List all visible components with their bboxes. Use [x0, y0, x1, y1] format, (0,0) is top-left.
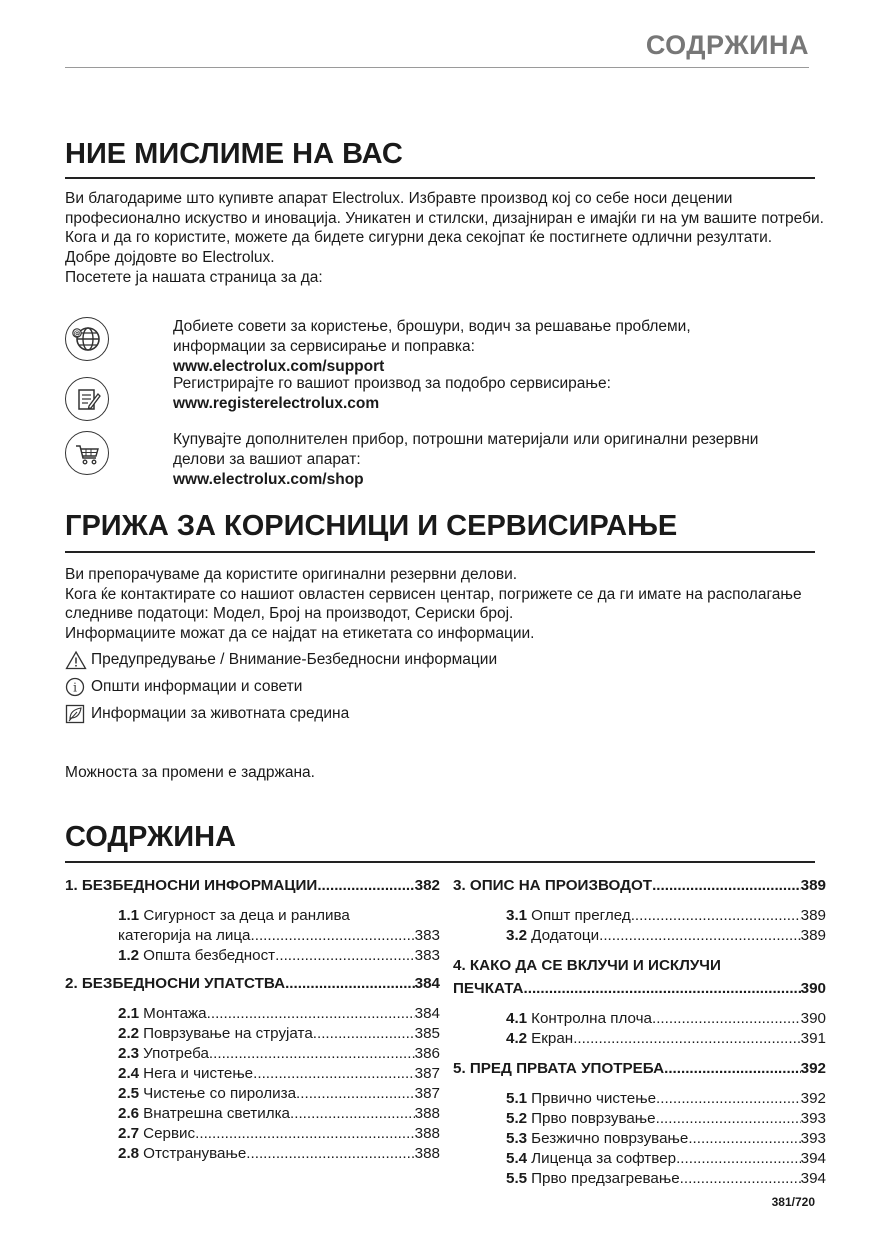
toc-entry[interactable]: 3.2 Додатоци ..... 389	[453, 926, 826, 946]
toc-entry-cont[interactable]: категорија на лица ..... 383	[65, 926, 440, 946]
toc-entry[interactable]: 1. БЕЗБЕДНОСНИ ИНФОРМАЦИИ ..... 382	[65, 876, 440, 896]
toc-entry[interactable]: 4.2 Екран ..... 391	[453, 1029, 826, 1049]
toc-entry[interactable]: 5. ПРЕД ПРВАТА УПОТРЕБА ..... 392	[453, 1059, 826, 1079]
toc-entry[interactable]: 1.1 Сигурност за деца и ранлива	[118, 907, 350, 924]
toc-column-right	[453, 876, 826, 1189]
legend-environment	[65, 704, 349, 724]
toc-entry[interactable]: 4.1 Контролна плоча ..... 390	[453, 1009, 826, 1029]
page-number: 381/720	[771, 1195, 815, 1209]
header-rule	[65, 67, 809, 68]
header-title: СОДРЖИНА	[645, 30, 809, 60]
shopping-cart-icon	[65, 431, 109, 475]
toc-entry[interactable]: 5.3 Безжично поврзување ..... 393	[453, 1129, 826, 1149]
legend-warning-text: Предупредување / Внимание-Безбедносни информации	[91, 651, 498, 668]
register-text-line1: Регистрирајте го вашиот производ за подобро сервисирање:	[173, 375, 611, 392]
register-icon	[65, 377, 109, 421]
register-url[interactable]: www.registerelectrolux.com	[173, 395, 380, 412]
care-line3: Информациите можат да се најдат на етикетата со информации.	[65, 625, 535, 643]
toc-entry[interactable]: 2.5 Чистење со пиролиза ..... 387	[65, 1084, 440, 1104]
intro-rule	[65, 177, 815, 179]
support-text-line1: Добиете совети за користење, брошури, водич за решавање проблеми,	[173, 318, 691, 335]
toc-entry[interactable]: 5.5 Прво предзагревање ..... 394	[453, 1169, 826, 1189]
intro-paragraph: Ви благодариме што купивте апарат Electrolux. Избравте производ кој со себе носи децении професионално искуство и иновација. Уникатен и стилски, дизајниран е имајќи ги на ум вашите потреби. Кога и да го користите, можете да бидете сигурни дека секојпат ќе постигнете одлични резултати.	[65, 190, 824, 247]
legend-environment-text: Информации за животната средина	[91, 705, 350, 722]
change-note: Можноста за промени е задржана.	[65, 764, 315, 781]
support-url[interactable]: www.electrolux.com/support	[173, 358, 385, 375]
support-text-line2: информации за сервисирање и поправка:	[173, 338, 475, 355]
svg-text:@: @	[73, 329, 81, 338]
toc-title: СОДРЖИНА	[65, 821, 236, 853]
toc-entry[interactable]: 2.3 Употреба ..... 386	[65, 1044, 440, 1064]
intro-welcome: Добре дојдовте во Electrolux.	[65, 249, 275, 267]
info-icon	[65, 677, 87, 697]
toc-entry[interactable]: 2.1 Монтажа ..... 384	[65, 1004, 440, 1024]
toc-entry[interactable]: 5.1 Првично чистење ..... 392	[453, 1089, 826, 1109]
toc-entry[interactable]: 5.4 Лиценца за софтвер ..... 394	[453, 1149, 826, 1169]
toc-entry-cont[interactable]: ПЕЧКАТА ..... 390	[453, 979, 826, 999]
shop-url[interactable]: www.electrolux.com/shop	[173, 471, 364, 488]
warning-icon	[65, 650, 87, 670]
care-rule	[65, 551, 815, 553]
toc-column-left	[65, 876, 440, 1164]
care-text	[65, 565, 825, 644]
toc-entry[interactable]: 2.4 Нега и чистење ..... 387	[65, 1064, 440, 1084]
shop-text-line2: делови за вашиот апарат:	[173, 451, 361, 468]
intro-text	[65, 189, 825, 288]
legend-info-text: Општи информации и совети	[91, 678, 303, 695]
environment-icon	[65, 704, 87, 724]
svg-text:i: i	[73, 680, 77, 695]
intro-visit: Посетете ја нашата страница за да:	[65, 268, 323, 286]
toc-entry[interactable]: 2. БЕЗБЕДНОСНИ УПАТСТВА ..... 384	[65, 974, 440, 994]
toc-entry[interactable]: 1.2 Општа безбедност ..... 383	[65, 946, 440, 966]
toc-entry[interactable]: 2.2 Поврзување на струјата ..... 385	[65, 1024, 440, 1044]
toc-entry[interactable]: 2.7 Сервис ..... 388	[65, 1124, 440, 1144]
care-line1: Ви препорачуваме да користите оригинални резервни делови.	[65, 566, 518, 583]
toc-entry[interactable]: 4. КАКО ДА СЕ ВКЛУЧИ И ИСКЛУЧИ	[453, 957, 721, 974]
care-line2: Кога ќе контактирате со нашиот овластен сервисен центар, погрижете се да ги имате на располагање следниве податоци: Модел, Број на производот, Сериски број.	[65, 585, 802, 623]
care-title: ГРИЖА ЗА КОРИСНИЦИ И СЕРВИСИРАЊЕ	[65, 510, 678, 542]
toc-entry[interactable]: 2.6 Внатрешна светилка ..... 388	[65, 1104, 440, 1124]
legend-info	[65, 677, 302, 697]
legend-warning	[65, 650, 497, 670]
web-support-icon	[65, 317, 109, 361]
shop-text-line1: Купувајте дополнителен прибор, потрошни материјали или оригинални резервни	[173, 431, 759, 448]
toc-entry[interactable]: 3.1 Општ преглед ..... 389	[453, 906, 826, 926]
toc-rule	[65, 861, 815, 863]
intro-title: НИЕ МИСЛИМЕ НА ВАС	[65, 138, 403, 170]
toc-entry[interactable]: 3. ОПИС НА ПРОИЗВОДОТ ..... 389	[453, 876, 826, 896]
toc-entry[interactable]: 5.2 Прво поврзување ..... 393	[453, 1109, 826, 1129]
toc-entry[interactable]: 2.8 Отстранување ..... 388	[65, 1144, 440, 1164]
